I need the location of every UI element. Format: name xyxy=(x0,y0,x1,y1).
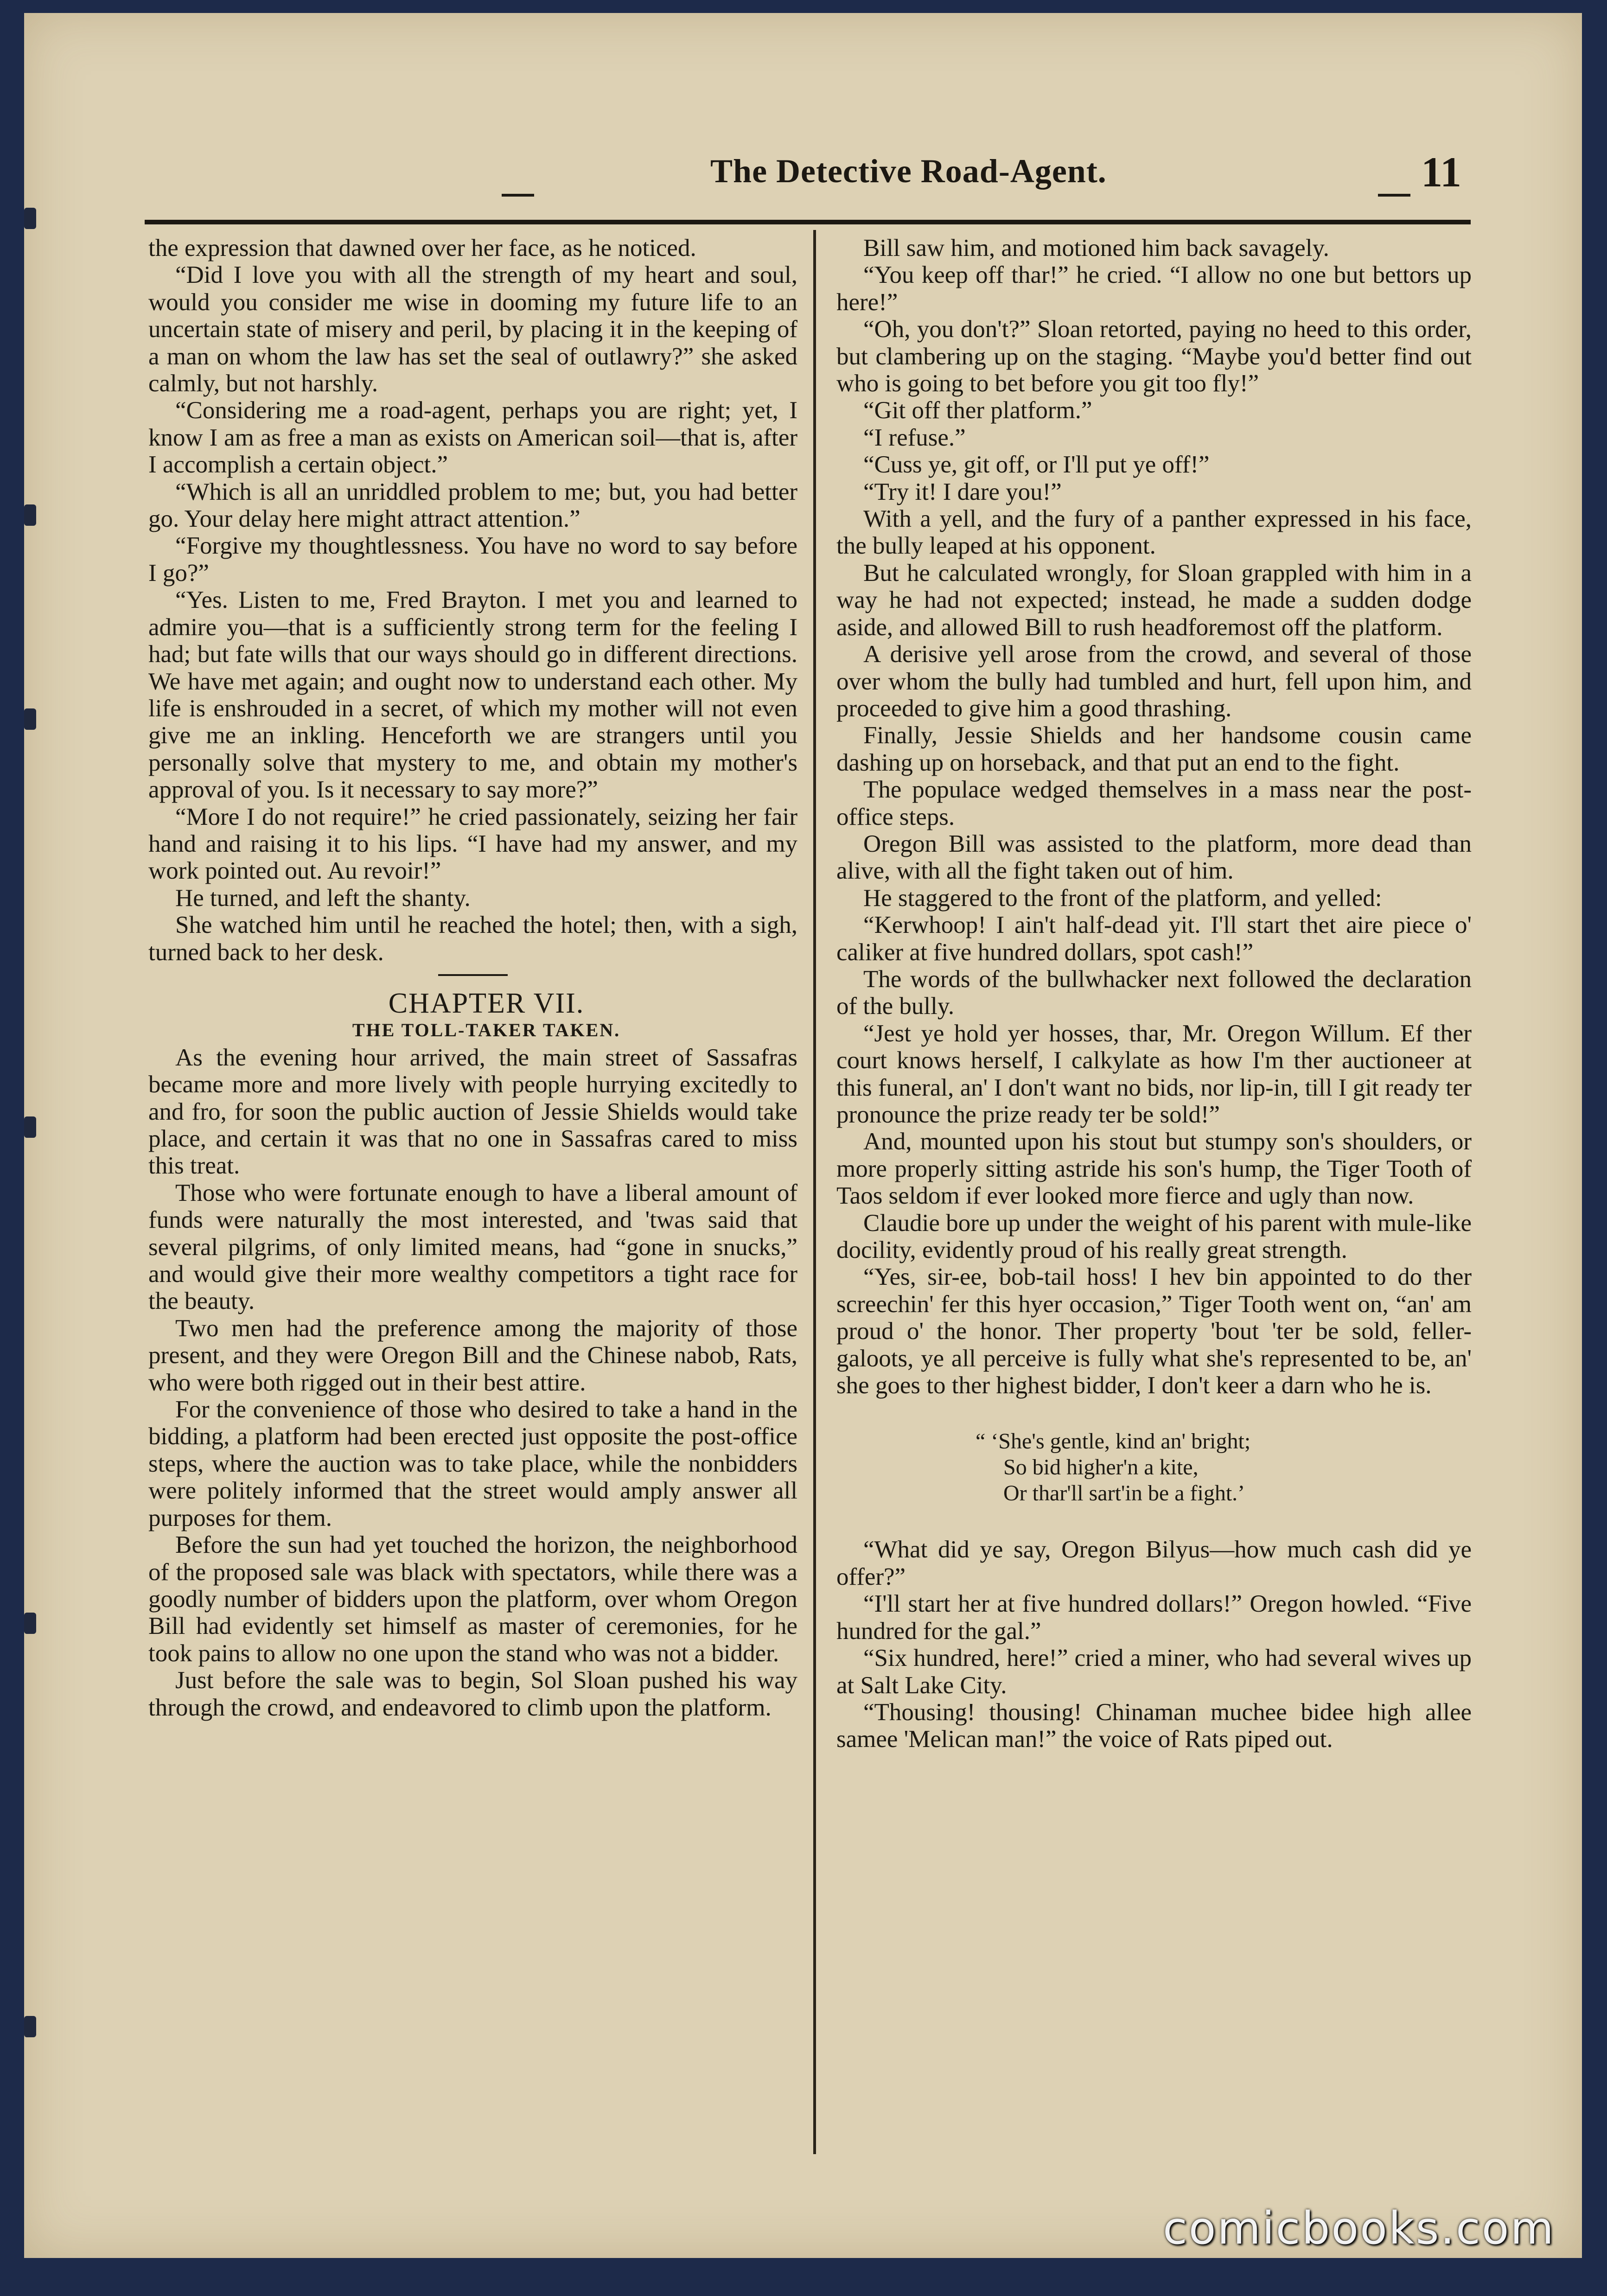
paragraph: “Cuss ye, git off, or I'll put ye off!” xyxy=(863,451,1210,478)
header-dash xyxy=(502,194,534,197)
verse-line: Or thar'll sart'in be a fight.’ xyxy=(1003,1481,1245,1506)
left-column xyxy=(148,235,797,1721)
site-watermark: comicbooks.com xyxy=(1162,2202,1555,2254)
paragraph: And, mounted upon his stout but stumpy son's shoulders, or more properly sitting astride his son's hump, the Tiger Tooth of Taos seldom if ever looked more fierce and ugly than now. xyxy=(836,1128,1472,1210)
paragraph: Two men had the preference among the majority of those present, and they were Oregon Bill and the Chinese nabob, Rats, who were both rigged out in their best attire. xyxy=(148,1314,797,1396)
paragraph: The words of the bullwhacker next followed the declaration of the bully. xyxy=(836,965,1472,1020)
paragraph: “I refuse.” xyxy=(863,424,966,451)
paragraph: Claudie bore up under the weight of his parent with mule-like docility, evidently proud of his really great strength. xyxy=(836,1209,1472,1264)
header-dash xyxy=(1378,194,1410,197)
column-divider xyxy=(813,230,816,2154)
paragraph: “Six hundred, here!” cried a miner, who had several wives up at Salt Lake City. xyxy=(836,1645,1472,1699)
binding-stitch xyxy=(24,1116,36,1138)
paragraph: “Oh, you don't?” Sloan retorted, paying no heed to this order, but clambering up on the staging. “Maybe you'd better find out who is going to bet before you git too fly!” xyxy=(836,316,1472,397)
paragraph: “You keep off thar!” he cried. “I allow no one but bettors up here!” xyxy=(836,261,1472,316)
verse xyxy=(976,1429,1472,1506)
paragraph: “Git off ther platform.” xyxy=(863,397,1092,424)
paragraph: Those who were fortunate enough to have a liberal amount of funds were naturally the most interested, and 'twas said that several pilgrims, of only limited means, had “gone in snucks,” and would give their more wealthy competitors a tight race for the beauty. xyxy=(148,1179,797,1315)
paragraph: The populace wedged themselves in a mass near the post-office steps. xyxy=(836,776,1472,830)
binding-stitch xyxy=(24,1613,36,1634)
paragraph: “Considering me a road-agent, perhaps you are right; yet, I know I am as free a man as exists on American soil—that is, after I accomplish a certain object.” xyxy=(148,397,797,478)
header-rule xyxy=(145,220,1471,224)
paragraph: “I'll start her at five hundred dollars!” Oregon howled. “Five hundred for the gal.” xyxy=(836,1590,1472,1645)
paragraph: But he calculated wrongly, for Sloan grappled with him in a way he had not expected; instead, he made a sudden dodge aside, and allowed Bill to rush headforemost off the platform. xyxy=(836,559,1472,641)
paragraph: With a yell, and the fury of a panther expressed in his face, the bully leaped at his opponent. xyxy=(836,505,1472,560)
paragraph: He staggered to the front of the platform, and yelled: xyxy=(863,884,1382,912)
paragraph: “Try it! I dare you!” xyxy=(863,478,1062,505)
paragraph: the expression that dawned over her face, as he noticed. xyxy=(148,235,696,261)
right-column xyxy=(836,235,1472,1753)
paragraph: A derisive yell arose from the crowd, and several of those over whom the bully had tumbled and hurt, fell upon him, and proceeded to give him a good thrashing. xyxy=(836,641,1472,722)
paragraph: “Yes, sir-ee, bob-tail hoss! I hev bin appointed to do ther screechin' fer this hyer occasion,” Tiger Tooth went on, “an' am proud o' the honor. Ther property 'bout 'ter be sold, feller-galoots, ye all perceive is fully what she's represented to be, an' she goes to ther highest bidder, I don't keer a darn who he is. xyxy=(836,1263,1472,1399)
binding-stitch xyxy=(24,2016,36,2037)
paragraph: “Did I love you with all the strength of my heart and soul, would you consider me wise in dooming my future life to an uncertain state of misery and peril, by placing it in the keeping of a man on whom the law has set the seal of outlawry?” she asked calmly, but not harshly. xyxy=(148,261,797,397)
paragraph: “What did ye say, Oregon Bilyus—how much cash did ye offer?” xyxy=(836,1536,1472,1590)
paragraph: “Forgive my thoughtlessness. You have no word to say before I go?” xyxy=(148,532,797,587)
binding-stitch xyxy=(24,504,36,526)
verse-line: So bid higher'n a kite, xyxy=(1003,1455,1199,1480)
binding-stitch xyxy=(24,708,36,730)
paragraph: Before the sun had yet touched the horizon, the neighborhood of the proposed sale was black with spectators, while there was a goodly number of bidders upon the platform, over whom Oregon Bill had evidently set himself as master of ceremonies, for he took pains to allow no one upon the stand who was not a bidder. xyxy=(148,1531,797,1667)
paragraph: Bill saw him, and motioned him back savagely. xyxy=(863,235,1329,261)
binding-stitch xyxy=(24,208,36,229)
paragraph: For the convenience of those who desired to take a hand in the bidding, a platform had been erected just opposite the post-office steps, where the auction was to take place, while the nonbidders were politely informed that the street would amply answer all purposes for them. xyxy=(148,1396,797,1531)
paragraph: “More I do not require!” he cried passionately, seizing her fair hand and raising it to his lips. “I have had my answer, and my work pointed out. Au revoir!” xyxy=(148,803,797,885)
chapter-subtitle: THE TOLL-TAKER TAKEN. xyxy=(352,1020,621,1041)
paragraph: He turned, and left the shanty. xyxy=(175,884,471,912)
paragraph: “Thousing! thousing! Chinaman muchee bidee high allee samee 'Melican man!” the voice of Rats piped out. xyxy=(836,1698,1472,1753)
paragraph: As the evening hour arrived, the main street of Sassafras became more and more lively with people hurrying excitedly to and fro, for soon the public auction of Jessie Shields would take place, and certain it was that no one in Sassafras cared to miss this treat. xyxy=(148,1044,797,1180)
page-number: 11 xyxy=(1421,148,1461,196)
chapter-title: CHAPTER VII. xyxy=(388,987,585,1019)
paragraph: She watched him until he reached the hotel; then, with a sigh, turned back to her desk. xyxy=(148,912,797,966)
paragraph: “Yes. Listen to me, Fred Brayton. I met you and learned to admire you—that is a sufficiently strong term for the feeling I had; but fate wills that our ways should go in different directions. We have met again; and ought now to understand each other. My life is enshrouded in a secret, of which my mother will not even give me an inkling. Henceforth we are strangers until you personally solve that mystery to me, and obtain my mother's approval of you. Is it necessary to say more?” xyxy=(148,587,797,804)
paragraph: “Kerwhoop! I ain't half-dead yit. I'll start thet aire piece o' caliker at five hundred dollars, spot cash!” xyxy=(836,912,1472,966)
paragraph: Finally, Jessie Shields and her handsome cousin came dashing up on horseback, and that put an end to the fight. xyxy=(836,722,1472,776)
running-header xyxy=(135,138,1461,217)
header-title: The Detective Road-Agent. xyxy=(710,153,1107,190)
paragraph: Oregon Bill was assisted to the platform, more dead than alive, with all the fight taken out of him. xyxy=(836,830,1472,885)
paragraph: “Which is all an unriddled problem to me; but, you had better go. Your delay here might attract attention.” xyxy=(148,478,797,533)
chapter-rule xyxy=(438,974,508,976)
paragraph: Just before the sale was to begin, Sol Sloan pushed his way through the crowd, and endeavored to climb upon the platform. xyxy=(148,1667,797,1721)
book-page xyxy=(24,13,1582,2258)
paragraph: “Jest ye hold yer hosses, thar, Mr. Oregon Willum. Ef ther court knows herself, I calkylate as how I'm ther auctioneer at this funeral, an' I don't want no bids, nor lip-in, till I git ready ter pronounce the prize ready ter be sold!” xyxy=(836,1020,1472,1128)
verse-line: “ ‘She's gentle, kind an' bright; xyxy=(976,1429,1251,1454)
